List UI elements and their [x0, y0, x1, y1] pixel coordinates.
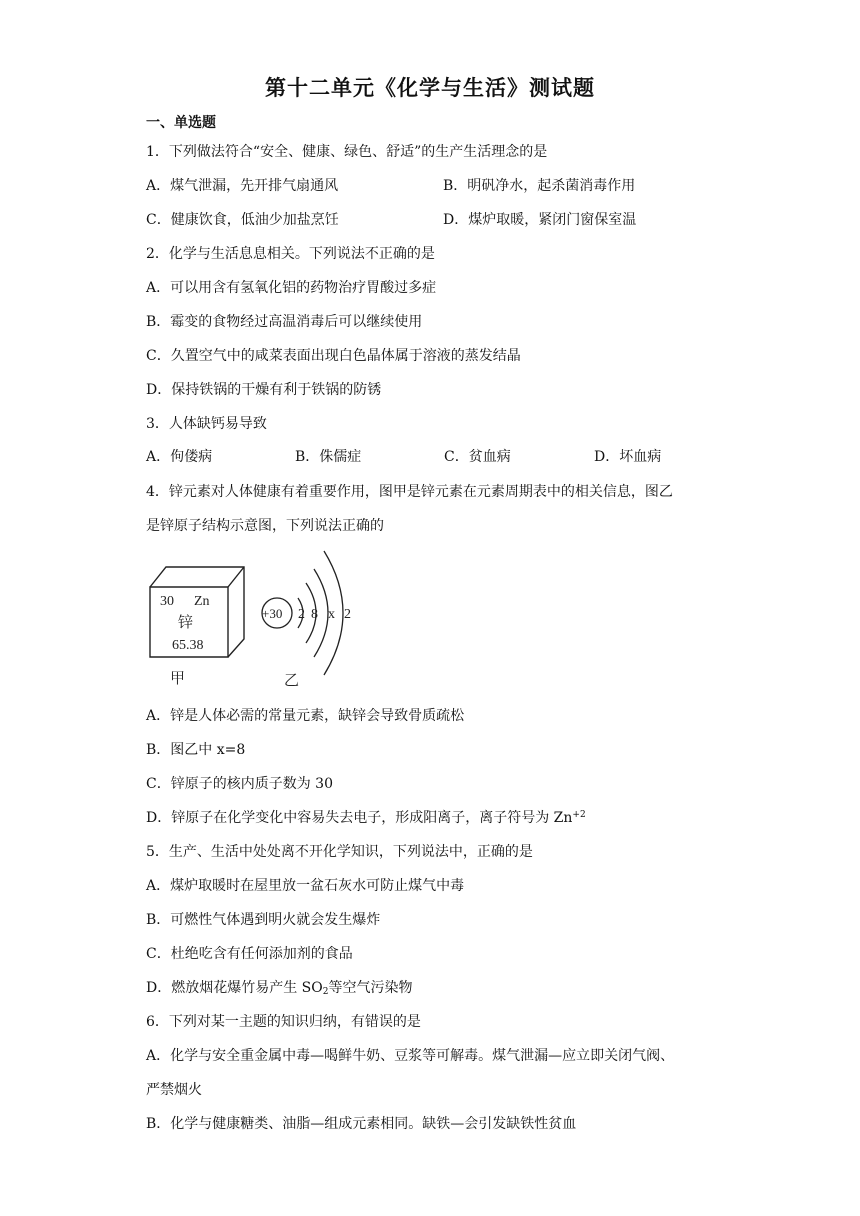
label-jia: 甲 [170, 669, 186, 687]
question-2-stem: 2．化学与生活息息相关。下列说法不正确的是 [146, 246, 435, 262]
question-2-option-a: A．可以用含有氢氧化铝的药物治疗胃酸过多症 [146, 280, 437, 296]
zinc-ion-charge: +2 [572, 810, 586, 820]
page-title: 第十二单元《化学与生活》测试题 [265, 75, 595, 100]
question-2-option-c: C．久置空气中的咸菜表面出现白色晶体属于溶液的蒸发结晶 [146, 348, 521, 364]
question-2-option-d: D．保持铁锅的干燥有利于铁锅的防锈 [146, 382, 382, 398]
shell-3-electrons: x [328, 607, 335, 622]
question-5-option-b: B．可燃性气体遇到明火就会发生爆炸 [146, 912, 381, 928]
shell-4-electrons: 2 [344, 607, 351, 622]
question-3-stem: 3．人体缺钙易导致 [146, 416, 267, 432]
question-4-stem-line-1: 4．锌元素对人体健康有着重要作用，图甲是锌元素在元素周期表中的相关信息，图乙 [146, 484, 673, 500]
question-5-option-a: A．煤炉取暖时在屋里放一盆石灰水可防止煤气中毒 [146, 878, 465, 894]
question-1-option-b: B．明矾净水，起杀菌消毒作用 [443, 178, 636, 194]
section-heading: 一、单选题 [146, 115, 216, 131]
question-3-option-b: B．侏儒症 [295, 449, 362, 465]
question-4-option-b: B．图乙中 x=8 [146, 742, 246, 758]
question-2-option-b: B．霉变的食物经过高温消毒后可以继续使用 [146, 314, 423, 330]
question-5-option-d-post: 等空气污染物 [328, 980, 413, 996]
question-5-stem: 5．生产、生活中处处离不开化学知识，下列说法中，正确的是 [146, 844, 533, 860]
question-1-option-c: C．健康饮食，低油少加盐烹饪 [146, 212, 339, 228]
atomic-mass: 65.38 [172, 638, 204, 653]
question-3-option-d: D．坏血病 [594, 449, 662, 465]
question-4-option-d [146, 807, 586, 827]
question-1-stem: 1．下列做法符合“安全、健康、绿色、舒适”的生产生活理念的是 [146, 144, 548, 160]
question-4-option-d-text: D．锌原子在化学变化中容易失去电子，形成阳离子，离子符号为 Zn [146, 810, 573, 826]
question-3-option-a: A．佝偻病 [146, 449, 213, 465]
zinc-figure [148, 545, 368, 690]
question-4-option-c: C．锌原子的核内质子数为 30 [146, 776, 333, 792]
question-1-option-a: A．煤气泄漏，先开排气扇通风 [146, 178, 339, 194]
question-6-option-b: B．化学与健康糖类、油脂—组成元素相同。缺铁—会引发缺铁性贫血 [146, 1116, 577, 1132]
question-5-option-d-pre: D．燃放烟花爆竹易产生 SO [146, 980, 323, 996]
question-5-option-d [146, 977, 412, 997]
element-name: 锌 [178, 613, 194, 631]
question-6-option-a-line-2: 严禁烟火 [146, 1082, 202, 1098]
question-5-option-c: C．杜绝吃含有任何添加剂的食品 [146, 946, 353, 962]
question-6-stem: 6．下列对某一主题的知识归纳，有错误的是 [146, 1014, 421, 1030]
question-6-option-a-line-1: A．化学与安全重金属中毒—喝鲜牛奶、豆浆等可解毒。煤气泄漏—应立即关闭气阀、 [146, 1048, 675, 1064]
shell-2-electrons: 8 [311, 607, 318, 622]
question-1-option-d: D．煤炉取暖，紧闭门窗保室温 [443, 212, 637, 228]
atomic-number: 30 [160, 594, 174, 609]
shell-1-electrons: 2 [298, 607, 305, 622]
nucleus-charge: +30 [262, 606, 283, 621]
question-4-option-a: A．锌是人体必需的常量元素，缺锌会导致骨质疏松 [146, 708, 465, 724]
so2-subscript: 2 [322, 987, 329, 997]
question-3-option-c: C．贫血病 [444, 449, 511, 465]
question-4-stem-line-2: 是锌原子结构示意图，下列说法正确的 [146, 518, 384, 534]
label-yi: 乙 [284, 671, 300, 689]
element-symbol: Zn [194, 594, 210, 609]
